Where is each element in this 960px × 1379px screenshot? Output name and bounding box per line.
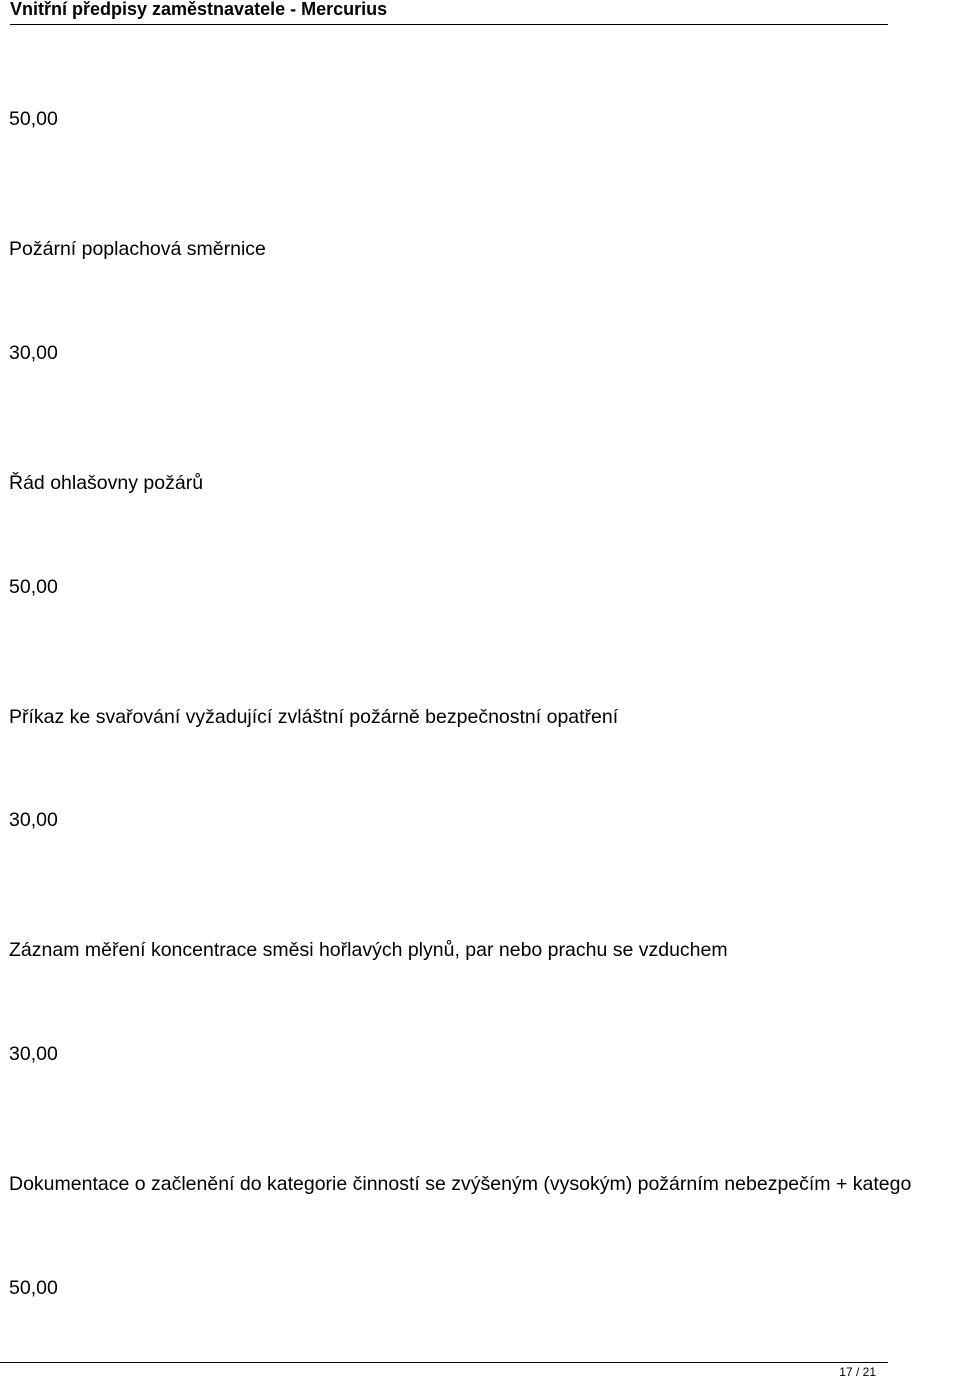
price-value: 30,00 xyxy=(9,809,58,831)
page-header xyxy=(10,0,888,25)
price-value: 50,00 xyxy=(9,1277,58,1299)
document-item-name: Dokumentace o začlenění do kategorie činností se zvýšeným (vysokým) požárním nebezpečím + katego xyxy=(9,1173,912,1195)
page-number: 17 / 21 xyxy=(839,1365,876,1379)
document-item-name: Záznam měření koncentrace směsi hořlavých plynů, par nebo prachu se vzduchem xyxy=(9,939,728,961)
document-item-name: Požární poplachová směrnice xyxy=(9,238,266,260)
document-item-name: Příkaz ke svařování vyžadující zvláštní požárně bezpečnostní opatření xyxy=(9,706,619,728)
price-value: 50,00 xyxy=(9,576,58,598)
document-title: Vnitřní předpisy zaměstnavatele - Mercurius xyxy=(10,0,388,19)
footer-divider xyxy=(0,1362,888,1363)
price-value: 30,00 xyxy=(9,1043,58,1065)
document-item-name: Řád ohlašovny požárů xyxy=(9,472,204,494)
price-value: 30,00 xyxy=(9,342,58,364)
price-value: 50,00 xyxy=(9,108,58,130)
